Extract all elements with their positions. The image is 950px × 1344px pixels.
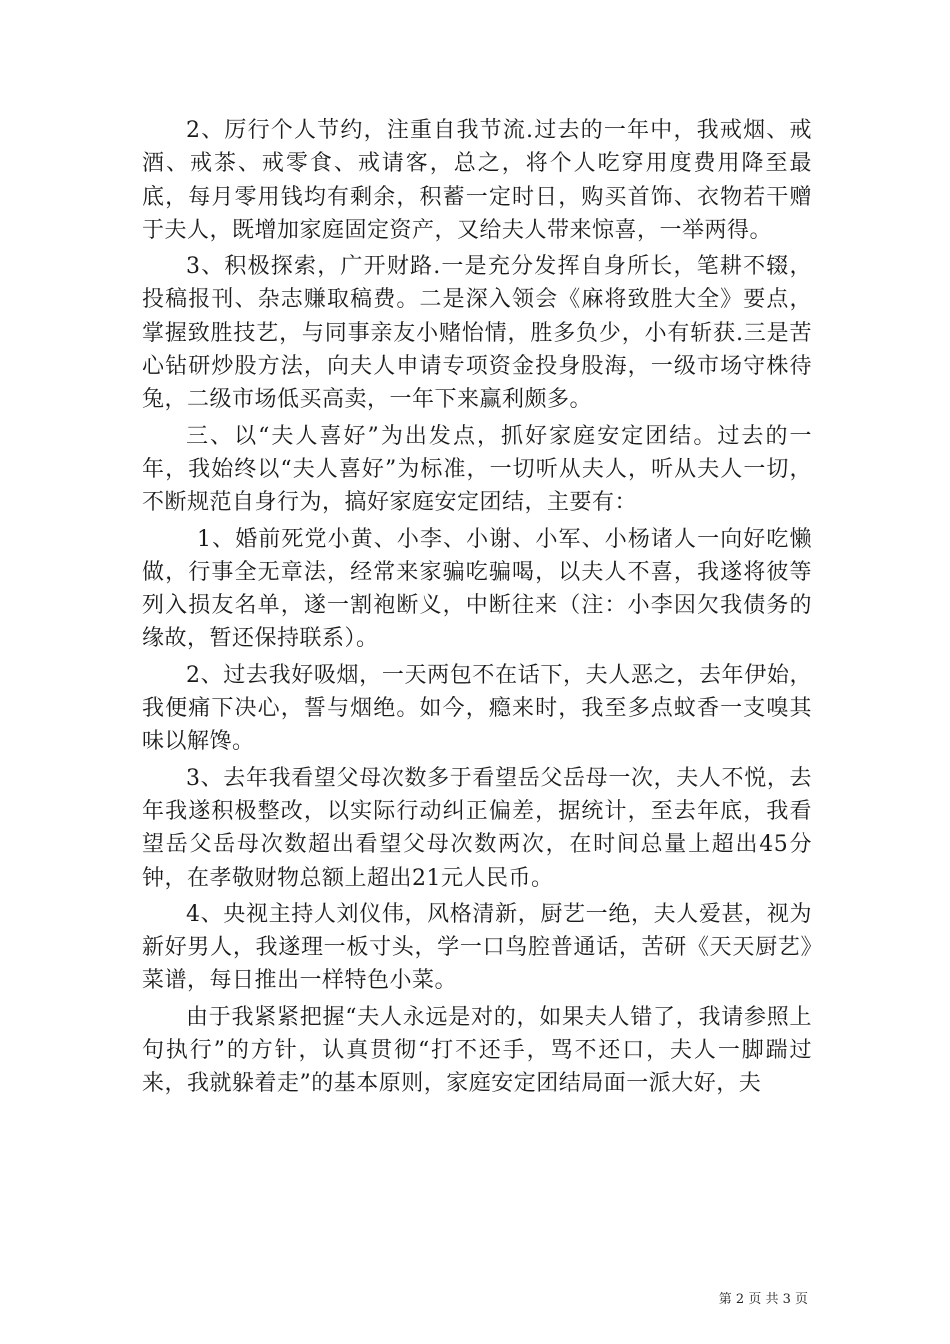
paragraph-frugality: 2、厉行个人节约，注重自我节流.过去的一年中，我戒烟、戒酒、戒茶、戒零食、戒请客，总之，将个人吃穿用度费用降至最底，每月零用钱均有剩余，积蓄一定时日，购买首饰、衣物若干赠于夫人，既增加家庭固定资产，又给夫人带来惊喜，一举两得。	[142, 118, 812, 243]
paragraph-friends: 1、婚前死党小黄、小李、小谢、小军、小杨诸人一向好吃懒做，行事全无章法，经常来家骗吃骗喝，以夫人不喜，我遂将彼等列入损友名单，遂一割袍断义，中断往来（注：小李因欠我债务的缘故，暂还保持联系）。	[142, 526, 812, 652]
paragraph-section-three: 三、以“夫人喜好”为出发点，抓好家庭安定团结。过去的一年，我始终以“夫人喜好”为标准，一切听从夫人，听从夫人一切，不断规范自身行为，搞好家庭安定团结，主要有：	[142, 423, 812, 516]
document-body	[142, 114, 812, 1101]
paragraph-cooking: 4、央视主持人刘仪伟，风格清新，厨艺一绝，夫人爱甚，视为新好男人，我遂理一板寸头，学一口鸟腔普通话，苦研《天天厨艺》菜谱，每日推出一样特色小菜。	[142, 901, 812, 994]
paragraph-income: 3、积极探索，广开财路.一是充分发挥自身所长，笔耕不辍，投稿报刊、杂志赚取稿费。二是深入领会《麻将致胜大全》要点，掌握致胜技艺，与同事亲友小赌怡情，胜多负少，小有斩获.三是苦心钻研炒股方法，向夫人申请专项资金投身股海，一级市场守株待兔，二级市场低买高卖，一年下来赢利颇多。	[142, 254, 812, 413]
page-number: 第 2 页 共 3 页	[718, 1292, 808, 1307]
paragraph-parents: 3、去年我看望父母次数多于看望岳父岳母一次，夫人不悦，去年我遂积极整改，以实际行动纠正偏差，据统计，至去年底，我看望岳父岳母次数超出看望父母次数两次，在时间总量上超出45分钟，在孝敬财物总额上超出21元人民币。	[142, 765, 812, 891]
paragraph-smoking: 2、过去我好吸烟，一天两包不在话下，夫人恶之，去年伊始，我便痛下决心，誓与烟绝。如今，瘾来时，我至多点蚊香一支嗅其味以解馋。	[142, 662, 812, 755]
paragraph-principle: 由于我紧紧把握“夫人永远是对的，如果夫人错了，我请参照上句执行”的方针，认真贯彻“打不还手，骂不还口，夫人一脚踹过来，我就躲着走”的基本原则，家庭安定团结局面一派大好，夫	[142, 1004, 812, 1097]
